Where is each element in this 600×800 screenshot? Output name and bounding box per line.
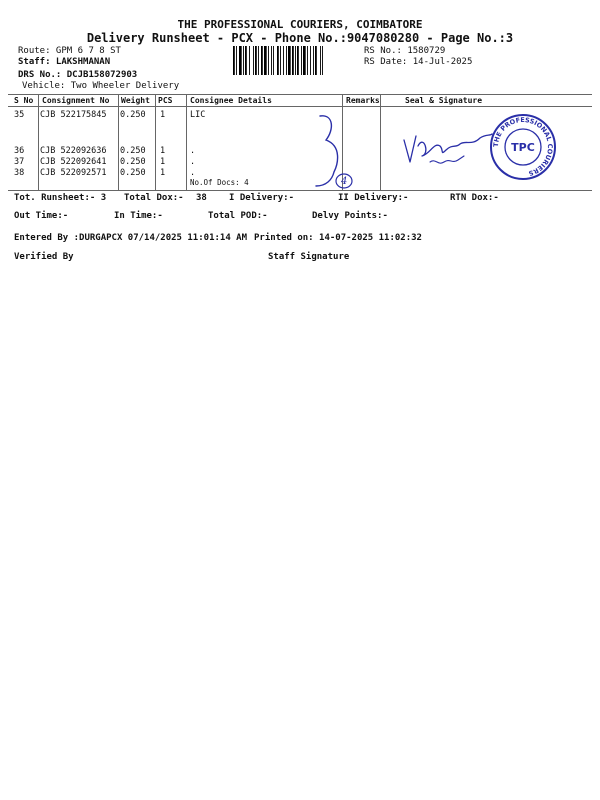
table-top-border: [8, 94, 592, 95]
barcode-bar: [255, 46, 257, 75]
barcode-bar: [320, 46, 321, 75]
company-title: THE PROFESSIONAL COURIERS, COIMBATORE: [177, 18, 423, 31]
row-consignee: .: [190, 157, 196, 167]
tot-runsheet: Tot. Runsheet:- 3: [14, 193, 107, 203]
barcode-bar: [288, 46, 291, 75]
barcode-bar: [301, 46, 302, 75]
barcode-bar: [249, 46, 250, 75]
barcode-bar: [258, 46, 259, 75]
barcode-bar: [310, 46, 311, 75]
delvy-points: Delvy Points:-: [312, 211, 388, 221]
runsheet-subtitle: Delivery Runsheet - PCX - Phone No.:9047080280 - Page No.:3: [86, 31, 514, 45]
col-divider: [118, 94, 119, 190]
barcode-bar: [295, 46, 296, 75]
rtn-dox: RTN Dox:-: [450, 193, 499, 203]
barcode-bar: [303, 46, 306, 75]
barcode-bar: [313, 46, 314, 75]
row-sno: 38: [14, 168, 25, 178]
row-consignment: CJB 522092571: [40, 168, 107, 178]
row-pcs: 1: [160, 110, 166, 120]
row-consignee: .: [190, 146, 196, 156]
header-weight: Weight: [121, 96, 150, 105]
row-consignment: CJB 522175845: [40, 110, 107, 120]
total-pod: Total POD:-: [208, 211, 268, 221]
staff-signature-label: Staff Signature: [268, 252, 350, 262]
header-pcs: PCS: [158, 96, 173, 105]
header-sno: S No: [14, 96, 34, 105]
barcode-bar: [271, 46, 272, 75]
printed-on: Printed on: 14-07-2025 11:02:32: [254, 233, 422, 243]
row-sno: 35: [14, 110, 25, 120]
barcode-bar: [233, 46, 235, 75]
out-time: Out Time:-: [14, 211, 69, 221]
barcode-bar: [280, 46, 281, 75]
col-divider: [380, 94, 381, 190]
barcode: [232, 46, 358, 75]
row-weight: 0.250: [120, 168, 146, 178]
signature: [400, 124, 495, 172]
rs-number: RS No.: 1580729: [364, 46, 446, 56]
ii-delivery: II Delivery:-: [338, 193, 409, 203]
total-dox-label: Total Dox:-: [124, 193, 184, 203]
barcode-bar: [322, 46, 323, 75]
row-pcs: 1: [160, 146, 166, 156]
rs-date: RS Date: 14-Jul-2025: [364, 57, 473, 67]
barcode-bar: [273, 46, 274, 75]
row-sno: 37: [14, 157, 25, 167]
barcode-bar: [245, 46, 247, 75]
barcode-bar: [307, 46, 308, 75]
header-seal: Seal & Signature: [405, 96, 483, 105]
col-divider: [155, 94, 156, 190]
row-weight: 0.250: [120, 110, 146, 120]
entered-by: Entered By :DURGAPCX 07/14/2025 11:01:14 AM: [14, 233, 247, 243]
barcode-bar: [292, 46, 294, 75]
barcode-bar: [268, 46, 269, 75]
staff-text: Staff: LAKSHMANAN: [18, 57, 111, 67]
i-delivery: I Delivery:-: [229, 193, 295, 203]
barcode-bar: [243, 46, 244, 75]
barcode-bar: [286, 46, 287, 75]
row-weight: 0.250: [120, 157, 146, 167]
barcode-bar: [253, 46, 254, 75]
stamp-text: THE PROFESSIONAL COURIERS: [491, 115, 555, 178]
row-consignee: LIC: [190, 110, 206, 120]
table-bottom-border: [8, 190, 592, 191]
barcode-bar: [315, 46, 317, 75]
drs-number: DRS No.: DCJB158072903: [18, 70, 138, 80]
table-header-border: [8, 106, 592, 107]
row-consignment: CJB 522092636: [40, 146, 107, 156]
col-divider: [186, 94, 187, 190]
total-dox-value: 38: [196, 193, 207, 203]
in-time: In Time:-: [114, 211, 163, 221]
courier-stamp: [488, 112, 558, 182]
svg-text:TPC: TPC: [511, 141, 535, 154]
barcode-bar: [239, 46, 242, 75]
col-divider: [38, 94, 39, 190]
header-consignment: Consignment No: [42, 96, 110, 105]
row-weight: 0.250: [120, 146, 146, 156]
barcode-bar: [297, 46, 299, 75]
row-consignee: .: [190, 168, 196, 178]
docs-count-note: No.Of Docs: 4: [190, 178, 249, 187]
barcode-bar: [277, 46, 279, 75]
barcode-bar: [236, 46, 237, 75]
handwritten-bracket: [312, 112, 360, 192]
header-remarks: Remarks: [346, 96, 380, 105]
row-sno: 36: [14, 146, 25, 156]
row-pcs: 1: [160, 168, 166, 178]
row-consignment: CJB 522092641: [40, 157, 107, 167]
row-pcs: 1: [160, 157, 166, 167]
barcode-bar: [264, 46, 267, 75]
route-text: Route: GPM 6 7 8 ST: [18, 46, 121, 56]
handwritten-count: 4: [341, 176, 348, 187]
barcode-bar: [283, 46, 284, 75]
barcode-bar: [261, 46, 263, 75]
verified-by: Verified By: [14, 252, 74, 262]
vehicle-text: Vehicle: Two Wheeler Delivery: [22, 81, 180, 91]
header-consignee: Consignee Details: [190, 96, 272, 105]
